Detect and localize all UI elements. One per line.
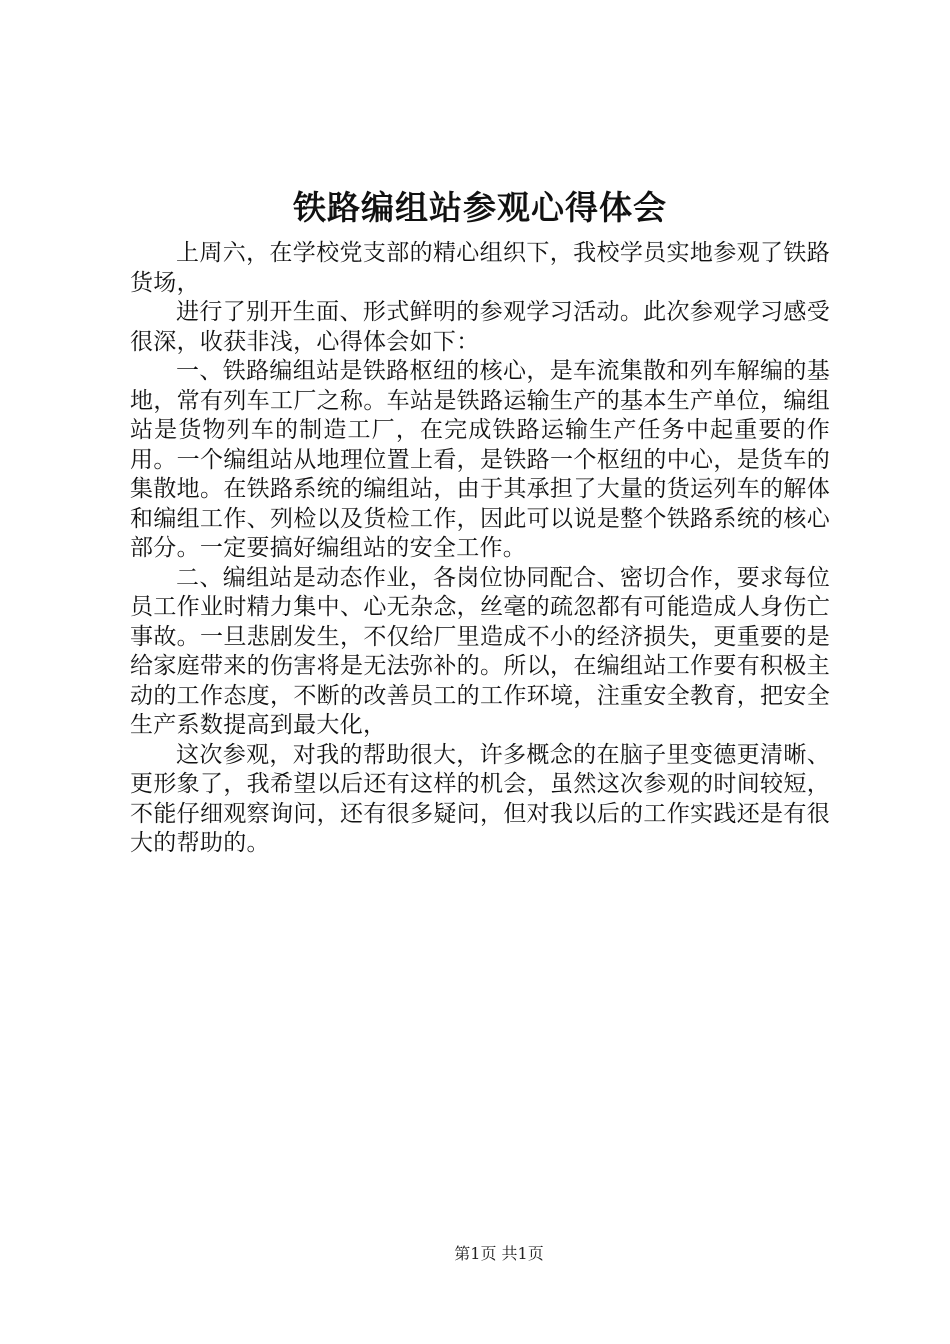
paragraph-point-two: 二、编组站是动态作业，各岗位协同配合、密切合作，要求每位员工作业时精力集中、心无杂念，丝毫的疏忽都有可能造成人身伤亡事故。一旦悲剧发生，不仅给厂里造成不小的经济损失，更重要的是给家庭带来的伤害将是无法弥补的。所以，在编组站工作要有积极主动的工作态度，不断的改善员工的工作环境，注重安全教育，把安全生产系数提高到最大化， <box>130 564 830 738</box>
document-title: 铁路编组站参观心得体会 <box>293 188 667 227</box>
paragraph-intro: 上周六，在学校党支部的精心组织下，我校学员实地参观了铁路货场， <box>130 240 830 296</box>
paragraph-conclusion: 这次参观，对我的帮助很大，许多概念的在脑子里变德更清晰、更形象了，我希望以后还有这样的机会，虽然这次参观的时间较短，不能仔细观察询问，还有很多疑问，但对我以后的工作实践还是有很大的帮助的。 <box>130 741 830 856</box>
document-body <box>130 239 830 859</box>
paragraph-activity: 进行了别开生面、形式鲜明的参观学习活动。此次参观学习感受很深，收获非浅，心得体会如下： <box>130 299 830 355</box>
page-footer: 第1页 共1页 <box>454 1244 544 1263</box>
paragraph-point-one: 一、铁路编组站是铁路枢纽的核心，是车流集散和列车解编的基地，常有列车工厂之称。车站是铁路运输生产的基本生产单位，编组站是货物列车的制造工厂，在完成铁路运输生产任务中起重要的作用。一个编组站从地理位置上看，是铁路一个枢纽的中心，是货车的集散地。在铁路系统的编组站，由于其承担了大量的货运列车的解体和编组工作、列检以及货检工作，因此可以说是整个铁路系统的核心部分。一定要搞好编组站的安全工作。 <box>130 358 830 561</box>
